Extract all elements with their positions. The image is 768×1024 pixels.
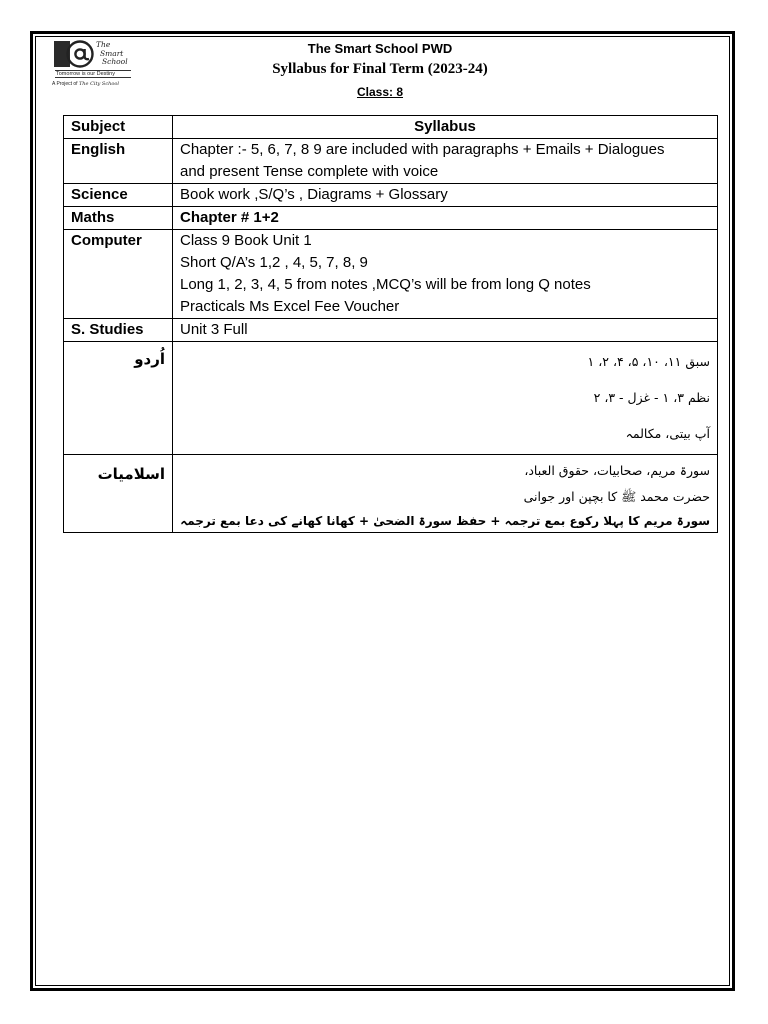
syllabus-cell [173, 455, 718, 533]
table-header-row [64, 116, 718, 139]
class-label: Class: 8 [356, 85, 404, 99]
syllabus-cell [173, 319, 718, 342]
logo-wordmark [96, 41, 128, 67]
logo-word: Smart [100, 48, 124, 58]
logo-project-line [52, 81, 119, 87]
syllabus-line: سبق ۱۱، ۱۰، ۵، ۴، ۲، ۱ [587, 354, 710, 369]
table-row-science [64, 184, 718, 207]
logo-tagline: Tomorrow is our Destiny [55, 70, 131, 78]
syllabus-line: Long 1, 2, 3, 4, 5 from notes ,MCQ’s will be from long Q notes [180, 276, 591, 293]
table-row-maths [64, 207, 718, 230]
syllabus-line: and present Tense complete with voice [180, 163, 439, 180]
document-title: Syllabus for Final Term (2023-24) [272, 61, 488, 77]
table-row-urdu [64, 342, 718, 455]
syllabus-line: Book work ,S/Q’s , Diagrams + Glossary [180, 186, 448, 203]
at-sign-logo-icon [54, 40, 98, 68]
table-row-social-studies [64, 319, 718, 342]
syllabus-line: نظم ۳، ۱ - غزل - ۳، ۲ [593, 390, 710, 405]
syllabus-line: Practicals Ms Excel Fee Voucher [180, 298, 400, 315]
subject-column-header: Subject [64, 116, 173, 139]
table-row-islamiyat [64, 455, 718, 533]
subject-cell: اسلامیات [64, 455, 173, 533]
syllabus-line: حضرت محمد ﷺ کا بچپن اور جوانی [523, 489, 710, 504]
syllabus-cell [173, 230, 718, 319]
syllabus-table [63, 115, 718, 533]
syllabus-line: سورۃ مریم کا پہلا رکوع بمع ترجمہ + حفظ سورۃ الضحیٰ + کھانا کھانے کی دعا بمع ترجمہ [180, 514, 710, 528]
syllabus-cell [173, 207, 718, 230]
syllabus-line: Unit 3 Full [180, 321, 248, 338]
syllabus-cell [173, 342, 718, 455]
logo-project-name: The City School [78, 81, 119, 87]
subject-cell: S. Studies [64, 319, 173, 342]
school-logo [52, 40, 142, 92]
subject-cell: English [64, 139, 173, 184]
syllabus-column-header: Syllabus [173, 116, 718, 139]
school-name: The Smart School PWD [307, 41, 453, 56]
syllabus-cell [173, 139, 718, 184]
syllabus-line: Chapter # 1+2 [180, 209, 279, 226]
syllabus-line: Chapter :- 5, 6, 7, 8 9 are included with paragraphs + Emails + Dialogues [180, 141, 665, 158]
syllabus-line: Class 9 Book Unit 1 [180, 232, 312, 249]
logo-word: School [102, 57, 128, 66]
logo-project-prefix: A Project of [52, 81, 78, 87]
subject-cell: Computer [64, 230, 173, 319]
syllabus-line: سورۃ مریم، صحابیات، حقوق العباد، [524, 463, 710, 478]
logo-word: The [96, 40, 111, 49]
subject-cell: Maths [64, 207, 173, 230]
syllabus-line: آپ بیتی، مکالمہ [625, 426, 710, 441]
table-row-computer [64, 230, 718, 319]
syllabus-cell [173, 184, 718, 207]
subject-cell: Science [64, 184, 173, 207]
subject-cell: اُردو [64, 342, 173, 455]
syllabus-line: Short Q/A’s 1,2 , 4, 5, 7, 8, 9 [180, 254, 368, 271]
table-row-english [64, 139, 718, 184]
